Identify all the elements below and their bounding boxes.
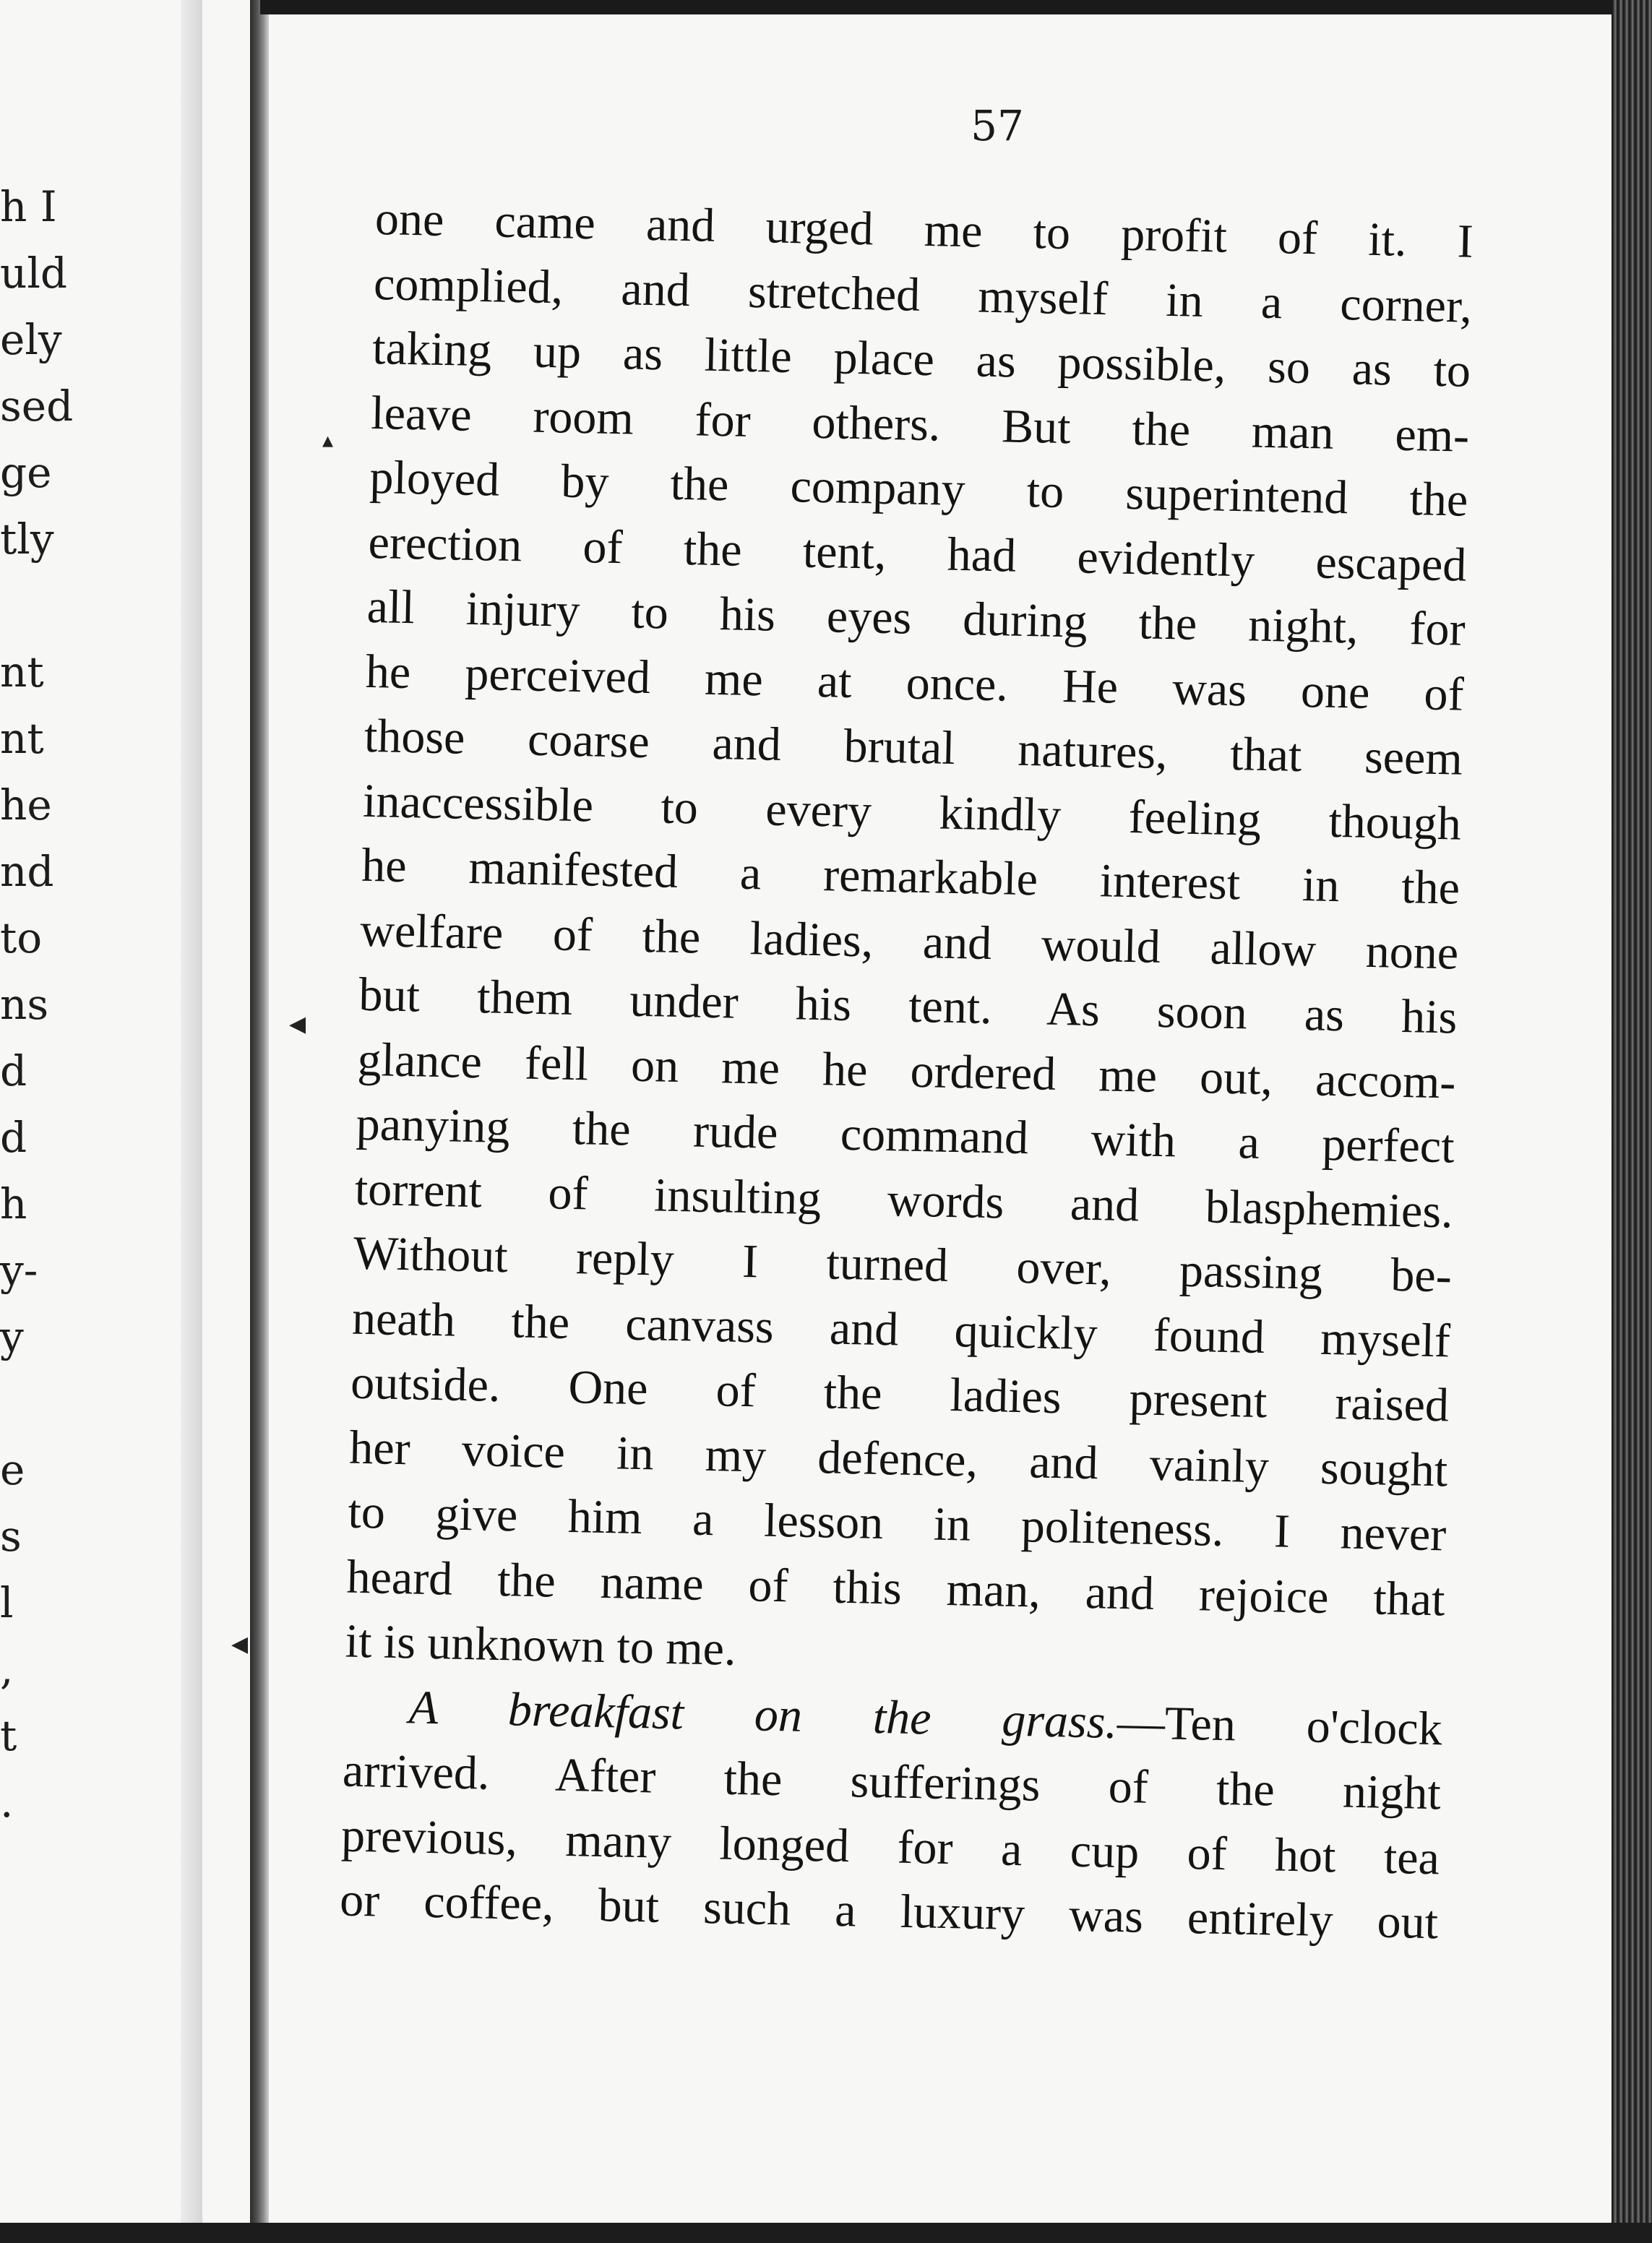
text-line: one came and urged me to profit of it. I	[374, 191, 1474, 268]
fragment-line: h	[0, 1179, 27, 1228]
fragment-line: t	[0, 1711, 17, 1760]
facing-page-text-fragments	[0, 173, 79, 1835]
top-scan-edge	[260, 0, 1652, 14]
fragment-line: y	[0, 1312, 24, 1361]
fragment-line: ns	[0, 980, 49, 1029]
fragment-line: ely	[0, 315, 62, 364]
text-line: leave room for others. But the man em-	[370, 386, 1470, 462]
text-line: he manifested a remarkable interest in the	[361, 838, 1460, 915]
book-gutter	[250, 0, 269, 2243]
text-line: glance fell on me he ordered me out, accom-	[356, 1033, 1457, 1109]
fragment-line: uld	[0, 249, 68, 298]
text-line: inaccessible to every kindly feeling though	[362, 774, 1462, 851]
bottom-scan-edge	[0, 2223, 1652, 2243]
fragment-line: nt	[0, 714, 44, 763]
text-line: welfare of the ladies, and would allow none	[359, 903, 1459, 980]
page-number: 57	[971, 101, 1024, 150]
fragment-line: y-	[0, 1246, 38, 1295]
fragment-line	[0, 572, 79, 639]
section-heading: A breakfast on the grass.	[408, 1680, 1118, 1749]
fragment-line	[0, 1370, 79, 1437]
text-line: all injury to his eyes during the night, for	[366, 580, 1466, 656]
fragment-line: tly	[0, 515, 54, 564]
fragment-line: sed	[0, 382, 74, 431]
text-line: neath the canvass and quickly found myself	[351, 1291, 1451, 1367]
text-line: those coarse and brutal natures, that seem	[363, 709, 1463, 785]
text-line: previous, many longed for a cup of hot tea	[340, 1809, 1440, 1885]
text-line: complied, and stretched myself in a corner,	[373, 257, 1473, 333]
text-line: but them under his tent. As soon as his	[358, 968, 1458, 1044]
margin-mark: ▴	[322, 428, 334, 453]
text-line: he perceived me at once. He was one of	[365, 645, 1465, 721]
text-line: her voice in my defence, and vainly sought	[348, 1421, 1448, 1497]
text-line: panying the rude command with a perfect	[356, 1097, 1455, 1174]
fragment-line: d	[0, 1046, 27, 1095]
facing-page-edge	[181, 0, 202, 2243]
margin-mark: ◀	[231, 1632, 249, 1657]
fragment-line: nd	[0, 847, 54, 896]
text-line: erection of the tent, had evidently escaped	[367, 515, 1468, 592]
text-run: —Ten o'clock	[1117, 1695, 1443, 1755]
fragment-line: h I	[0, 182, 57, 231]
margin-mark: ◀	[289, 1012, 306, 1037]
fragment-line: s	[0, 1512, 22, 1561]
text-line: heard the name of this man, and rejoice that	[345, 1550, 1446, 1626]
text-line: torrent of insulting words and blasphemies.	[354, 1162, 1454, 1239]
fragment-line: d	[0, 1113, 27, 1162]
text-line: outside. One of the ladies present raised	[350, 1356, 1450, 1432]
fragment-line: l	[0, 1578, 14, 1627]
text-line: taking up as little place as possible, so as to	[371, 321, 1471, 397]
fragment-line: .	[0, 1778, 14, 1827]
fragment-line: ,	[0, 1645, 14, 1694]
page-edge-stack	[1612, 0, 1652, 2243]
fragment-line: nt	[0, 647, 44, 697]
text-line: arrived. After the sufferings of the night	[342, 1744, 1442, 1820]
fragment-line: he	[0, 780, 52, 830]
fragment-line: to	[0, 913, 43, 963]
fragment-line: ge	[0, 448, 52, 497]
text-line: ployed by the company to superintend the	[369, 450, 1469, 527]
text-line: or coffee, but such a luxury was entirely out	[339, 1873, 1439, 1950]
text-line: Without reply I turned over, passing be-	[353, 1226, 1453, 1303]
fragment-line: e	[0, 1445, 25, 1494]
body-text	[339, 186, 1474, 1955]
text-line: to give him a lesson in politeness. I never	[347, 1485, 1447, 1562]
text-line: it is unknown to me.	[345, 1614, 737, 1676]
